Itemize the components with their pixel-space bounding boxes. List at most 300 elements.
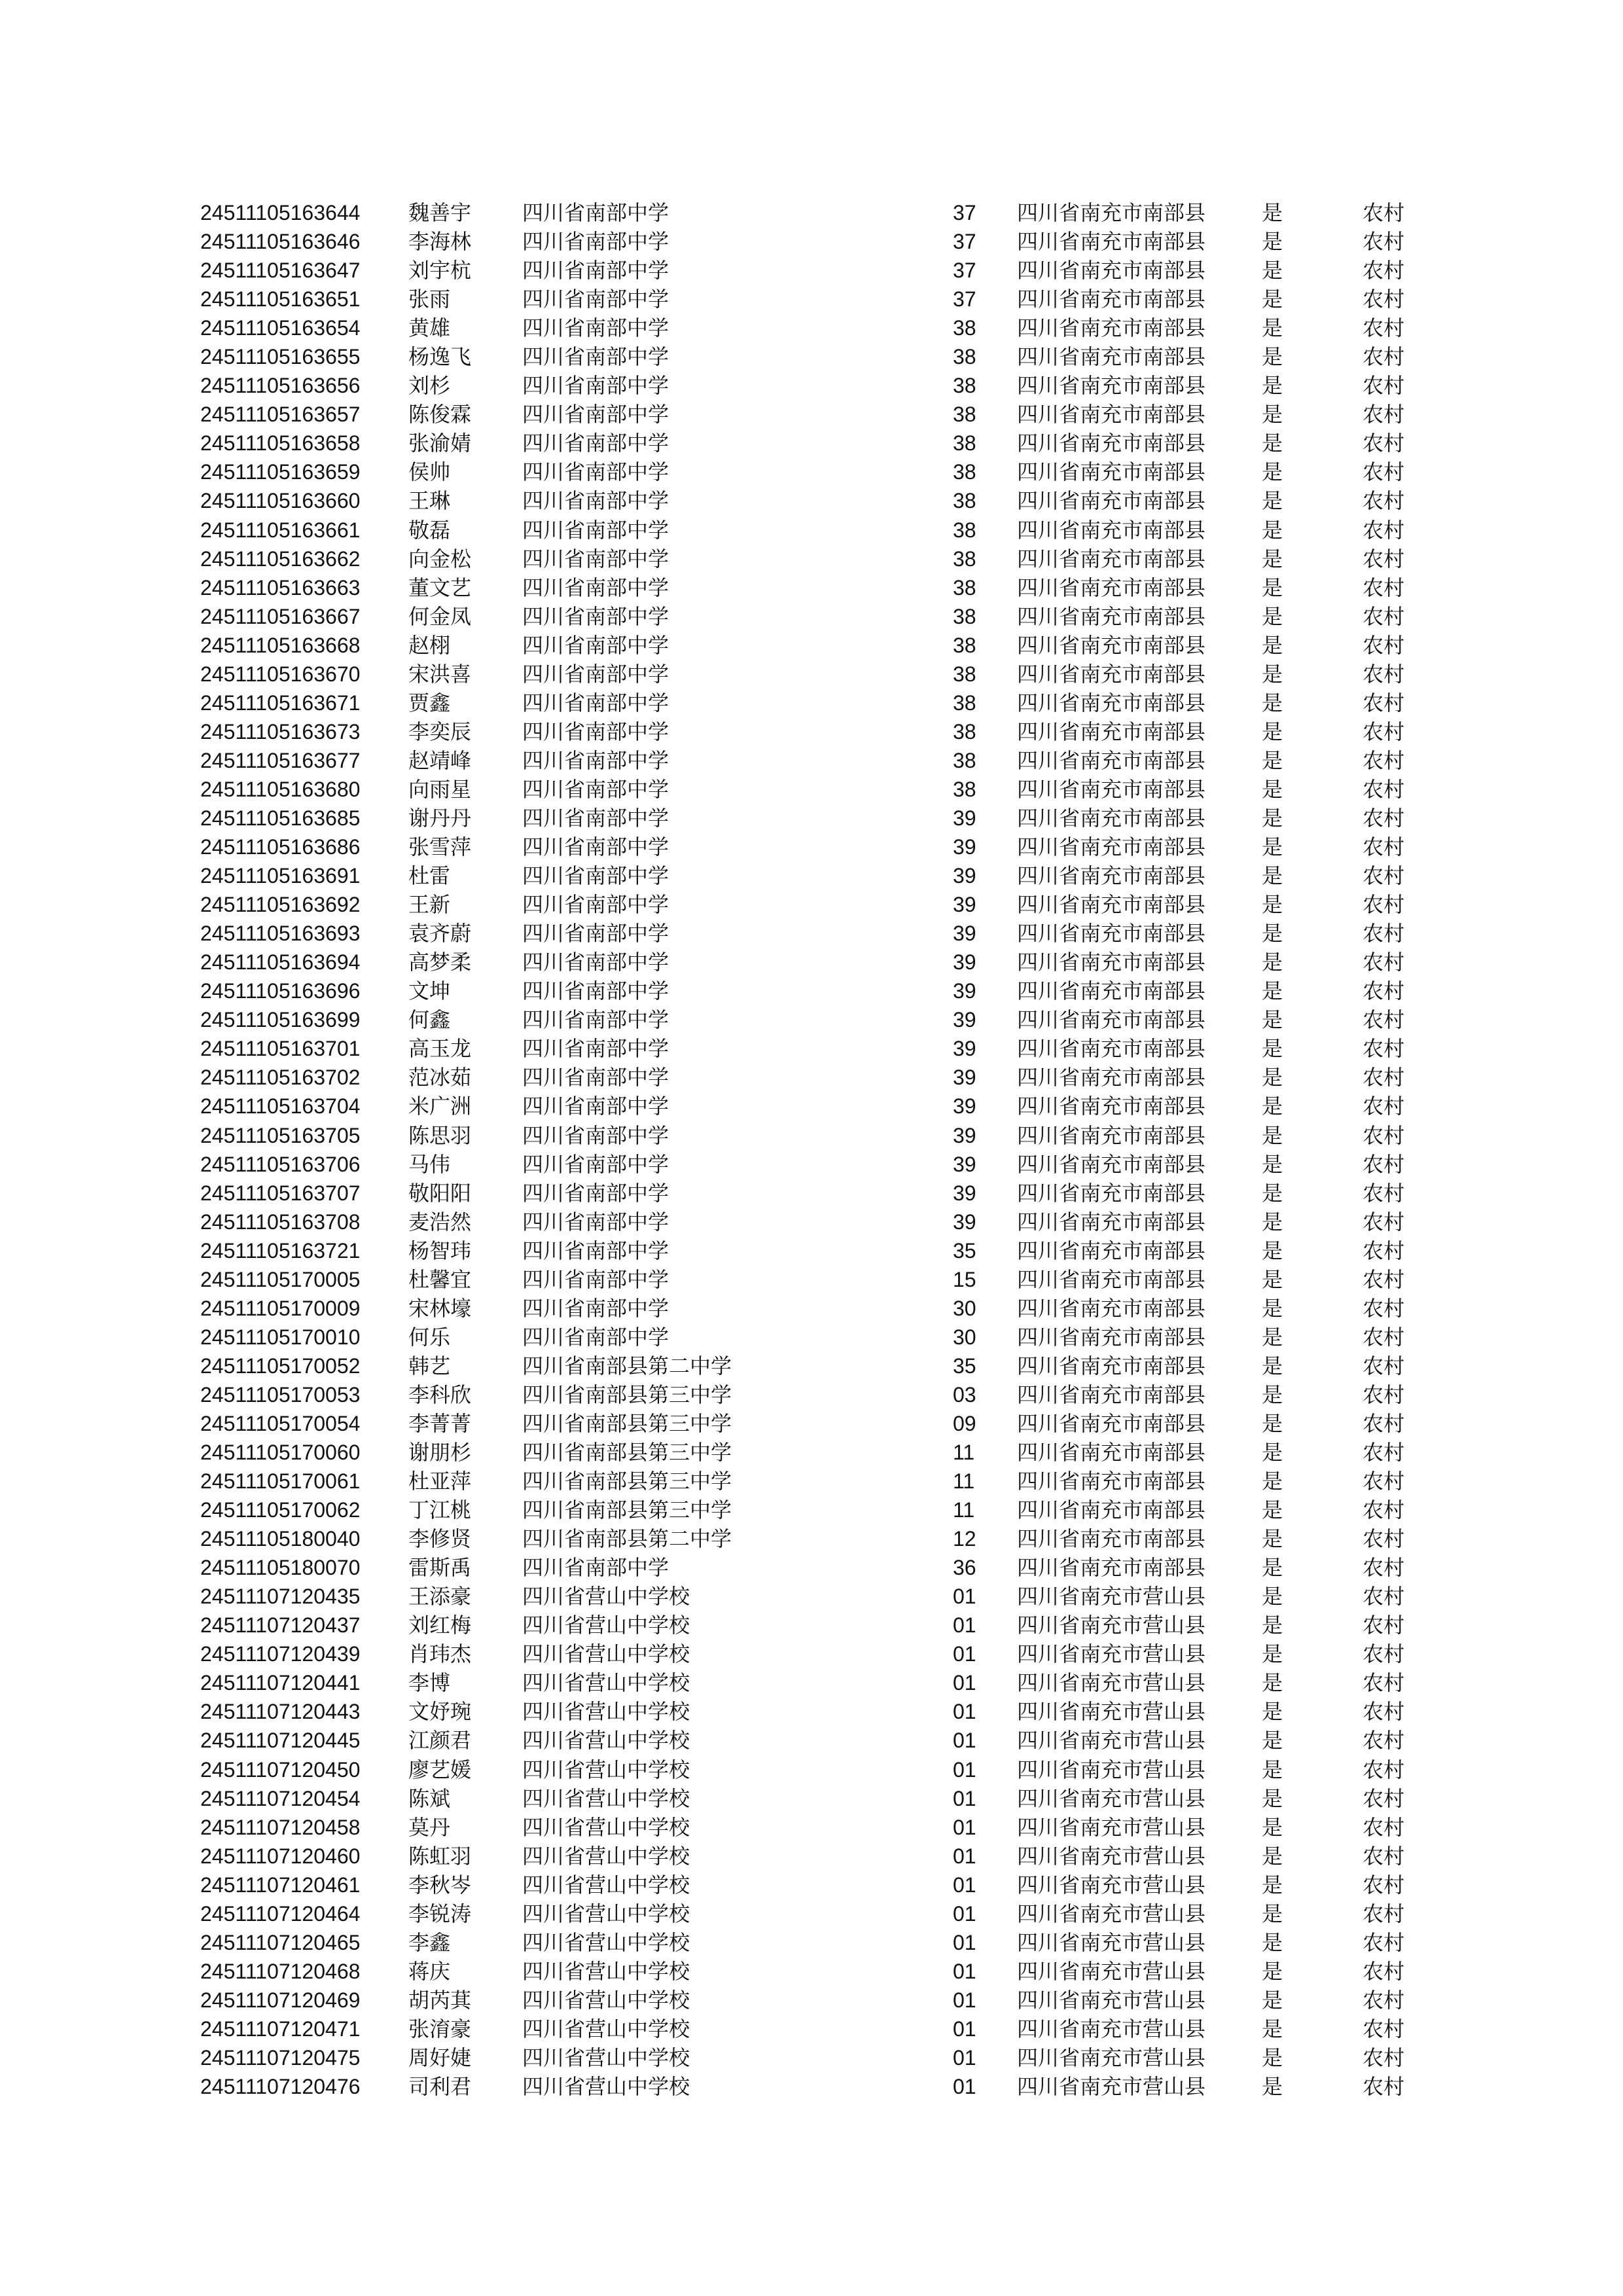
student-id-cell: 24511107120460 [200, 1844, 361, 1868]
school-cell: 四川省南部中学 [522, 1122, 669, 1148]
flag-cell: 是 [1262, 431, 1283, 456]
household-type-cell: 农村 [1363, 1526, 1405, 1552]
table-row [200, 457, 1444, 486]
region-cell: 四川省南充市南部县 [1017, 747, 1206, 773]
household-type-cell: 农村 [1363, 978, 1405, 1004]
flag-cell: 是 [1262, 834, 1283, 860]
region-cell: 四川省南充市营山县 [1017, 1699, 1206, 1725]
class-code-cell: 38 [953, 691, 976, 715]
school-cell: 四川省南部中学 [522, 1180, 669, 1206]
household-type-cell: 农村 [1363, 1757, 1405, 1782]
school-cell: 四川省南部中学 [522, 1094, 669, 1119]
household-type-cell: 农村 [1363, 1987, 1405, 2013]
flag-cell: 是 [1262, 258, 1283, 283]
class-code-cell: 39 [953, 1210, 976, 1234]
student-id-cell: 24511105163692 [200, 893, 361, 917]
household-type-cell: 农村 [1363, 1324, 1405, 1350]
student-name-cell: 赵栩 [408, 632, 451, 658]
household-type-cell: 农村 [1363, 1353, 1405, 1378]
class-code-cell: 38 [953, 431, 976, 456]
region-cell: 四川省南充市南部县 [1017, 1526, 1206, 1552]
class-code-cell: 38 [953, 316, 976, 340]
flag-cell: 是 [1262, 661, 1283, 687]
class-code-cell: 12 [953, 1527, 976, 1551]
student-name-cell: 向雨星 [408, 776, 472, 802]
class-code-cell: 09 [953, 1411, 976, 1435]
class-code-cell: 39 [953, 979, 976, 1003]
flag-cell: 是 [1262, 1728, 1283, 1753]
table-row [200, 1179, 1444, 1208]
region-cell: 四川省南充市南部县 [1017, 1238, 1206, 1263]
class-code-cell: 01 [953, 1844, 976, 1868]
student-name-cell: 宋林壕 [408, 1295, 472, 1321]
student-id-cell: 24511107120464 [200, 1901, 361, 1926]
school-cell: 四川省南部中学 [522, 546, 669, 571]
student-id-cell: 24511105163668 [200, 633, 361, 657]
flag-cell: 是 [1262, 747, 1283, 773]
flag-cell: 是 [1262, 690, 1283, 715]
household-type-cell: 农村 [1363, 229, 1405, 255]
table-row [200, 573, 1444, 602]
class-code-cell: 35 [953, 1354, 976, 1378]
flag-cell: 是 [1262, 2016, 1283, 2041]
class-code-cell: 36 [953, 1556, 976, 1580]
region-cell: 四川省南充市南部县 [1017, 1353, 1206, 1378]
school-cell: 四川省营山中学校 [522, 1958, 690, 1984]
flag-cell: 是 [1262, 1872, 1283, 1897]
school-cell: 四川省南部中学 [522, 1036, 669, 1062]
region-cell: 四川省南充市营山县 [1017, 2016, 1206, 2041]
household-type-cell: 农村 [1363, 200, 1405, 225]
roster-table [200, 198, 1444, 2101]
table-row [200, 2043, 1444, 2072]
class-code-cell: 01 [953, 1585, 976, 1609]
student-id-cell: 24511105163696 [200, 979, 361, 1003]
table-row [200, 1726, 1444, 1755]
flag-cell: 是 [1262, 1987, 1283, 2013]
student-id-cell: 24511105163708 [200, 1210, 361, 1234]
student-id-cell: 24511107120461 [200, 1873, 361, 1897]
flag-cell: 是 [1262, 978, 1283, 1004]
region-cell: 四川省南充市南部县 [1017, 488, 1206, 514]
student-name-cell: 王琳 [408, 488, 451, 514]
school-cell: 四川省南部中学 [522, 1238, 669, 1263]
region-cell: 四川省南充市南部县 [1017, 229, 1206, 255]
table-row [200, 1236, 1444, 1265]
student-id-cell: 24511105163654 [200, 316, 361, 340]
student-name-cell: 王新 [408, 892, 451, 918]
table-row [200, 1784, 1444, 1813]
table-row [200, 1092, 1444, 1121]
flag-cell: 是 [1262, 1757, 1283, 1782]
student-name-cell: 魏善宇 [408, 200, 472, 225]
household-type-cell: 农村 [1363, 1469, 1405, 1494]
flag-cell: 是 [1262, 488, 1283, 514]
school-cell: 四川省营山中学校 [522, 1641, 690, 1667]
student-id-cell: 24511105170010 [200, 1325, 361, 1349]
school-cell: 四川省南部中学 [522, 1324, 669, 1350]
household-type-cell: 农村 [1363, 1007, 1405, 1033]
region-cell: 四川省南充市南部县 [1017, 1410, 1206, 1436]
school-cell: 四川省南部中学 [522, 978, 669, 1004]
table-row [200, 516, 1444, 545]
student-name-cell: 刘红梅 [408, 1613, 472, 1638]
table-row [200, 227, 1444, 256]
school-cell: 四川省营山中学校 [522, 1613, 690, 1638]
region-cell: 四川省南充市南部县 [1017, 1094, 1206, 1119]
table-row [200, 1034, 1444, 1063]
flag-cell: 是 [1262, 776, 1283, 802]
student-name-cell: 司利君 [408, 2074, 472, 2100]
student-id-cell: 24511105163667 [200, 604, 361, 628]
school-cell: 四川省南部县第二中学 [522, 1526, 732, 1552]
school-cell: 四川省营山中学校 [522, 1929, 690, 1955]
student-id-cell: 24511105170052 [200, 1354, 361, 1378]
flag-cell: 是 [1262, 719, 1283, 744]
student-id-cell: 24511105163661 [200, 518, 361, 542]
class-code-cell: 38 [953, 345, 976, 369]
school-cell: 四川省南部中学 [522, 661, 669, 687]
class-code-cell: 01 [953, 1959, 976, 1983]
region-cell: 四川省南充市南部县 [1017, 1007, 1206, 1033]
class-code-cell: 11 [953, 1498, 975, 1522]
school-cell: 四川省南部中学 [522, 229, 669, 255]
flag-cell: 是 [1262, 344, 1283, 370]
school-cell: 四川省营山中学校 [522, 1901, 690, 1926]
region-cell: 四川省南充市南部县 [1017, 431, 1206, 456]
table-row [200, 371, 1444, 400]
table-row [200, 948, 1444, 977]
student-name-cell: 刘宇杭 [408, 258, 472, 283]
school-cell: 四川省南部中学 [522, 921, 669, 946]
student-name-cell: 李海林 [408, 229, 472, 255]
student-id-cell: 24511107120437 [200, 1613, 361, 1638]
household-type-cell: 农村 [1363, 431, 1405, 456]
class-code-cell: 38 [953, 777, 976, 801]
region-cell: 四川省南充市南部县 [1017, 1065, 1206, 1090]
class-code-cell: 38 [953, 547, 976, 571]
class-code-cell: 38 [953, 403, 976, 427]
class-code-cell: 39 [953, 835, 976, 859]
household-type-cell: 农村 [1363, 488, 1405, 514]
region-cell: 四川省南充市营山县 [1017, 1728, 1206, 1753]
region-cell: 四川省南充市南部县 [1017, 921, 1206, 946]
school-cell: 四川省南部中学 [522, 258, 669, 283]
region-cell: 四川省南充市营山县 [1017, 1584, 1206, 1609]
student-name-cell: 廖艺媛 [408, 1757, 472, 1782]
table-row [200, 1352, 1444, 1380]
household-type-cell: 农村 [1363, 632, 1405, 658]
household-type-cell: 农村 [1363, 517, 1405, 543]
table-row [200, 1871, 1444, 1899]
class-code-cell: 15 [953, 1267, 976, 1291]
class-code-cell: 30 [953, 1325, 976, 1349]
household-type-cell: 农村 [1363, 1814, 1405, 1840]
class-code-cell: 01 [953, 1671, 976, 1695]
student-name-cell: 李鑫 [408, 1929, 451, 1955]
school-cell: 四川省营山中学校 [522, 1699, 690, 1725]
flag-cell: 是 [1262, 805, 1283, 831]
table-row [200, 631, 1444, 660]
household-type-cell: 农村 [1363, 1382, 1405, 1407]
school-cell: 四川省南部中学 [522, 200, 669, 225]
student-name-cell: 张渝婧 [408, 431, 472, 456]
school-cell: 四川省南部县第三中学 [522, 1498, 732, 1523]
flag-cell: 是 [1262, 1843, 1283, 1869]
class-code-cell: 39 [953, 864, 976, 888]
student-id-cell: 24511107120465 [200, 1930, 361, 1954]
household-type-cell: 农村 [1363, 1238, 1405, 1263]
school-cell: 四川省营山中学校 [522, 1814, 690, 1840]
household-type-cell: 农村 [1363, 1410, 1405, 1436]
household-type-cell: 农村 [1363, 2045, 1405, 2070]
table-row [200, 1813, 1444, 1842]
flag-cell: 是 [1262, 632, 1283, 658]
household-type-cell: 农村 [1363, 373, 1405, 399]
household-type-cell: 农村 [1363, 1180, 1405, 1206]
household-type-cell: 农村 [1363, 863, 1405, 889]
region-cell: 四川省南充市营山县 [1017, 1929, 1206, 1955]
flag-cell: 是 [1262, 892, 1283, 918]
table-row [200, 1150, 1444, 1179]
region-cell: 四川省南充市南部县 [1017, 258, 1206, 283]
class-code-cell: 39 [953, 922, 976, 946]
student-id-cell: 24511105163694 [200, 950, 361, 975]
household-type-cell: 农村 [1363, 546, 1405, 571]
table-row [200, 2015, 1444, 2043]
student-name-cell: 肖玮杰 [408, 1641, 472, 1667]
table-row [200, 1323, 1444, 1352]
student-id-cell: 24511105163702 [200, 1066, 361, 1090]
school-cell: 四川省营山中学校 [522, 1670, 690, 1696]
student-name-cell: 谢朋杉 [408, 1440, 472, 1465]
table-row [200, 1265, 1444, 1294]
flag-cell: 是 [1262, 1929, 1283, 1955]
school-cell: 四川省南部中学 [522, 373, 669, 399]
household-type-cell: 农村 [1363, 1151, 1405, 1177]
school-cell: 四川省南部中学 [522, 1209, 669, 1234]
student-name-cell: 杨逸飞 [408, 344, 472, 370]
class-code-cell: 39 [953, 1066, 976, 1090]
flag-cell: 是 [1262, 200, 1283, 225]
region-cell: 四川省南充市南部县 [1017, 776, 1206, 802]
student-name-cell: 张雨 [408, 287, 451, 312]
table-row [200, 1842, 1444, 1871]
student-name-cell: 李修贤 [408, 1526, 472, 1552]
region-cell: 四川省南充市南部县 [1017, 546, 1206, 571]
flag-cell: 是 [1262, 1180, 1283, 1206]
class-code-cell: 39 [953, 1008, 976, 1032]
school-cell: 四川省营山中学校 [522, 2016, 690, 2041]
student-id-cell: 24511105170009 [200, 1296, 361, 1320]
school-cell: 四川省营山中学校 [522, 1584, 690, 1609]
school-cell: 四川省南部县第三中学 [522, 1440, 732, 1465]
household-type-cell: 农村 [1363, 459, 1405, 485]
region-cell: 四川省南充市营山县 [1017, 1814, 1206, 1840]
region-cell: 四川省南充市南部县 [1017, 315, 1206, 341]
household-type-cell: 农村 [1363, 1498, 1405, 1523]
flag-cell: 是 [1262, 1036, 1283, 1062]
student-name-cell: 李奕辰 [408, 719, 472, 744]
flag-cell: 是 [1262, 1007, 1283, 1033]
flag-cell: 是 [1262, 1814, 1283, 1840]
student-name-cell: 马伟 [408, 1151, 451, 1177]
household-type-cell: 农村 [1363, 1929, 1405, 1955]
class-code-cell: 03 [953, 1382, 976, 1407]
table-row [200, 1611, 1444, 1640]
household-type-cell: 农村 [1363, 575, 1405, 600]
region-cell: 四川省南充市营山县 [1017, 1641, 1206, 1667]
flag-cell: 是 [1262, 315, 1283, 341]
student-id-cell: 24511107120439 [200, 1642, 361, 1666]
flag-cell: 是 [1262, 603, 1283, 629]
student-name-cell: 何鑫 [408, 1007, 451, 1033]
student-name-cell: 周好婕 [408, 2045, 472, 2070]
household-type-cell: 农村 [1363, 1584, 1405, 1609]
school-cell: 四川省南部中学 [522, 315, 669, 341]
region-cell: 四川省南充市营山县 [1017, 1670, 1206, 1696]
table-row [200, 400, 1444, 429]
student-name-cell: 黄雄 [408, 315, 451, 341]
student-id-cell: 24511105163659 [200, 460, 361, 484]
class-code-cell: 38 [953, 518, 976, 542]
student-id-cell: 24511105170053 [200, 1382, 361, 1407]
student-name-cell: 蒋庆 [408, 1958, 451, 1984]
student-id-cell: 24511105163655 [200, 345, 361, 369]
region-cell: 四川省南充市营山县 [1017, 1843, 1206, 1869]
student-id-cell: 24511105163651 [200, 287, 361, 312]
student-id-cell: 24511105163693 [200, 922, 361, 946]
household-type-cell: 农村 [1363, 1872, 1405, 1897]
household-type-cell: 农村 [1363, 1699, 1405, 1725]
student-id-cell: 24511107120441 [200, 1671, 361, 1695]
student-name-cell: 杜雷 [408, 863, 451, 889]
flag-cell: 是 [1262, 1526, 1283, 1552]
school-cell: 四川省南部中学 [522, 1065, 669, 1090]
student-id-cell: 24511105163680 [200, 777, 361, 801]
student-name-cell: 莫丹 [408, 1814, 451, 1840]
student-id-cell: 24511107120454 [200, 1786, 361, 1810]
flag-cell: 是 [1262, 1670, 1283, 1696]
table-row [200, 1928, 1444, 1957]
region-cell: 四川省南充市南部县 [1017, 661, 1206, 687]
table-row [200, 285, 1444, 314]
table-row [200, 1524, 1444, 1553]
student-name-cell: 陈虹羽 [408, 1843, 472, 1869]
flag-cell: 是 [1262, 1410, 1283, 1436]
class-code-cell: 01 [953, 1729, 976, 1753]
student-id-cell: 24511105163686 [200, 835, 361, 859]
class-code-cell: 01 [953, 1757, 976, 1782]
school-cell: 四川省南部中学 [522, 950, 669, 975]
class-code-cell: 39 [953, 1094, 976, 1119]
table-row [200, 486, 1444, 515]
school-cell: 四川省营山中学校 [522, 1728, 690, 1753]
household-type-cell: 农村 [1363, 1065, 1405, 1090]
class-code-cell: 39 [953, 1181, 976, 1205]
household-type-cell: 农村 [1363, 287, 1405, 312]
household-type-cell: 农村 [1363, 1266, 1405, 1292]
flag-cell: 是 [1262, 1122, 1283, 1148]
table-row [200, 342, 1444, 371]
student-name-cell: 李秋岑 [408, 1872, 472, 1897]
school-cell: 四川省南部中学 [522, 517, 669, 543]
flag-cell: 是 [1262, 2045, 1283, 2070]
region-cell: 四川省南充市营山县 [1017, 1757, 1206, 1782]
class-code-cell: 01 [953, 1786, 976, 1810]
flag-cell: 是 [1262, 1498, 1283, 1523]
table-row [200, 1438, 1444, 1467]
household-type-cell: 农村 [1363, 805, 1405, 831]
household-type-cell: 农村 [1363, 2074, 1405, 2100]
household-type-cell: 农村 [1363, 950, 1405, 975]
student-id-cell: 24511105163685 [200, 806, 361, 830]
region-cell: 四川省南充市南部县 [1017, 575, 1206, 600]
student-name-cell: 谢丹丹 [408, 805, 472, 831]
region-cell: 四川省南充市南部县 [1017, 1295, 1206, 1321]
student-id-cell: 24511105163721 [200, 1238, 361, 1263]
student-id-cell: 24511105180070 [200, 1556, 361, 1580]
household-type-cell: 农村 [1363, 1209, 1405, 1234]
student-id-cell: 24511107120469 [200, 1988, 361, 2012]
region-cell: 四川省南充市南部县 [1017, 1324, 1206, 1350]
student-name-cell: 文妤琬 [408, 1699, 472, 1725]
table-row [200, 256, 1444, 285]
student-name-cell: 江颜君 [408, 1728, 472, 1753]
region-cell: 四川省南充市南部县 [1017, 1440, 1206, 1465]
student-name-cell: 敬阳阳 [408, 1180, 472, 1206]
table-row [200, 1380, 1444, 1409]
flag-cell: 是 [1262, 1958, 1283, 1984]
student-name-cell: 范冰茹 [408, 1065, 472, 1090]
school-cell: 四川省南部中学 [522, 344, 669, 370]
school-cell: 四川省南部中学 [522, 1007, 669, 1033]
table-row [200, 1409, 1444, 1438]
student-id-cell: 24511105163670 [200, 662, 361, 686]
student-id-cell: 24511105163647 [200, 259, 361, 283]
class-code-cell: 38 [953, 633, 976, 657]
flag-cell: 是 [1262, 1469, 1283, 1494]
student-name-cell: 侯帅 [408, 459, 451, 485]
table-row [200, 977, 1444, 1005]
region-cell: 四川省南充市南部县 [1017, 373, 1206, 399]
class-code-cell: 01 [953, 2075, 976, 2099]
student-id-cell: 24511105163706 [200, 1152, 361, 1176]
table-row [200, 314, 1444, 342]
region-cell: 四川省南充市营山县 [1017, 1987, 1206, 2013]
student-id-cell: 24511107120445 [200, 1729, 361, 1753]
student-id-cell: 24511107120475 [200, 2046, 361, 2070]
table-row [200, 1467, 1444, 1496]
school-cell: 四川省营山中学校 [522, 1843, 690, 1869]
student-name-cell: 刘杉 [408, 373, 451, 399]
school-cell: 四川省南部中学 [522, 459, 669, 485]
household-type-cell: 农村 [1363, 1958, 1405, 1984]
class-code-cell: 11 [953, 1469, 975, 1494]
region-cell: 四川省南充市营山县 [1017, 2074, 1206, 2100]
class-code-cell: 38 [953, 374, 976, 398]
student-id-cell: 24511105163671 [200, 691, 361, 715]
class-code-cell: 38 [953, 489, 976, 513]
school-cell: 四川省南部中学 [522, 603, 669, 629]
school-cell: 四川省南部中学 [522, 747, 669, 773]
flag-cell: 是 [1262, 1353, 1283, 1378]
table-row [200, 660, 1444, 689]
school-cell: 四川省南部中学 [522, 892, 669, 918]
household-type-cell: 农村 [1363, 1555, 1405, 1581]
flag-cell: 是 [1262, 1238, 1283, 1263]
student-name-cell: 宋洪喜 [408, 661, 472, 687]
